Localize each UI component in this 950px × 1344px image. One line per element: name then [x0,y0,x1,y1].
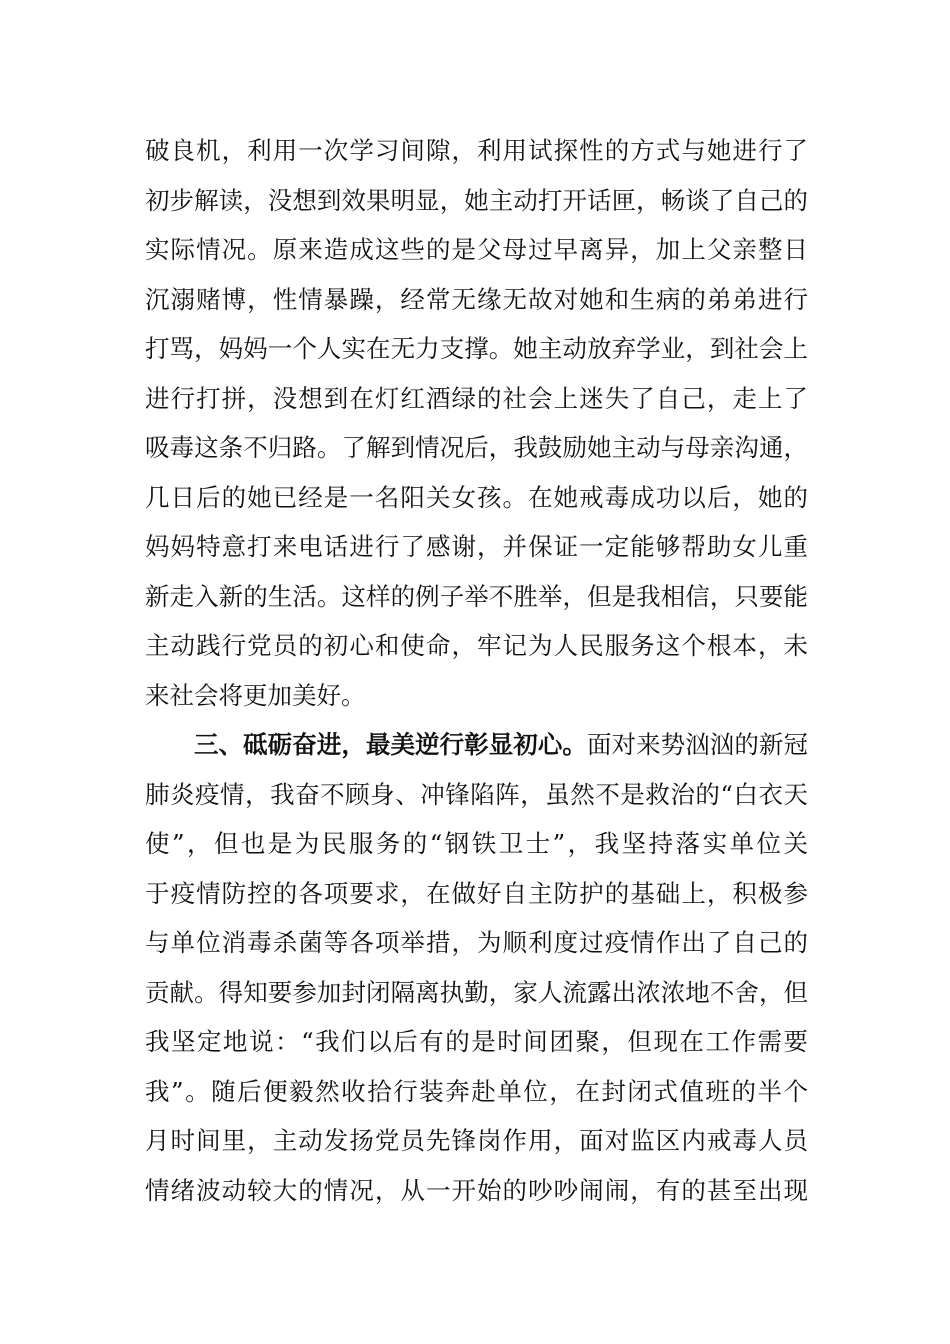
paragraph-2-line: 我”。随后便毅然收拾行装奔赴单位，在封闭式值班的半个 [145,1076,808,1106]
paragraph-2 [145,720,808,1215]
paragraph-1-line: 吸毒这条不归路。了解到情况后，我鼓励她主动与母亲沟通， [145,433,808,462]
paragraph-1-line: 妈妈特意打来电话进行了感谢，并保证一定能够帮助女儿重 [145,532,808,561]
paragraph-1-line: 打骂，妈妈一个人实在无力支撑。她主动放弃学业，到社会上 [145,334,808,363]
paragraph-2-line: 于疫情防控的各项要求，在做好自主防护的基础上，积极参 [145,878,808,908]
paragraph-1-line: 实际情况。原来造成这些的是父母过早离异，加上父亲整日 [145,235,808,264]
paragraph-1-line: 初步解读，没想到效果明显，她主动打开话匣，畅谈了自己的 [145,185,808,215]
paragraph-2-first-line [145,720,808,770]
paragraph-1-line: 几日后的她已经是一名阳关女孩。在她戒毒成功以后，她的 [145,482,808,512]
paragraph-1-line: 破良机，利用一次学习间隙，利用试探性的方式与她进行了 [145,136,808,165]
paragraph-1-line: 主动践行党员的初心和使命，牢记为人民服务这个根本，未 [145,631,808,660]
section-heading: 三、砥砺奋进，最美逆行彰显初心。 [194,730,587,759]
paragraph-2-line: 贡献。得知要参加封闭隔离执勤，家人流露出浓浓地不舍，但 [145,977,808,1007]
paragraph-2-line: 我坚定地说：“我们以后有的是时间团聚，但现在工作需要 [145,1027,808,1056]
paragraph-1-line: 进行打拼，没想到在灯红酒绿的社会上迷失了自己，走上了 [145,383,808,413]
paragraph-2-line: 情绪波动较大的情况，从一开始的吵吵闹闹，有的甚至出现 [145,1175,808,1205]
paragraph-2-first-line-text: 面对来势汹汹的新冠 [587,730,808,759]
paragraph-1-line: 新走入新的生活。这样的例子举不胜举，但是我相信，只要能 [145,581,808,611]
paragraph-2-line: 月时间里，主动发扬党员先锋岗作用，面对监区内戒毒人员 [145,1126,808,1155]
paragraph-2-line: 肺炎疫情，我奋不顾身、冲锋陷阵，虽然不是救治的“白衣天 [145,779,808,809]
paragraph-1-line: 沉溺赌博，性情暴躁，经常无缘无故对她和生病的弟弟进行 [145,284,808,314]
paragraph-2-line: 使”，但也是为民服务的“钢铁卫士”，我坚持落实单位关 [145,829,808,858]
paragraph-1-line: 来社会将更加美好。 [145,680,366,710]
paragraph-1 [145,126,808,720]
paragraph-2-line: 与单位消毒杀菌等各项举措，为顺利度过疫情作出了自己的 [145,928,808,957]
